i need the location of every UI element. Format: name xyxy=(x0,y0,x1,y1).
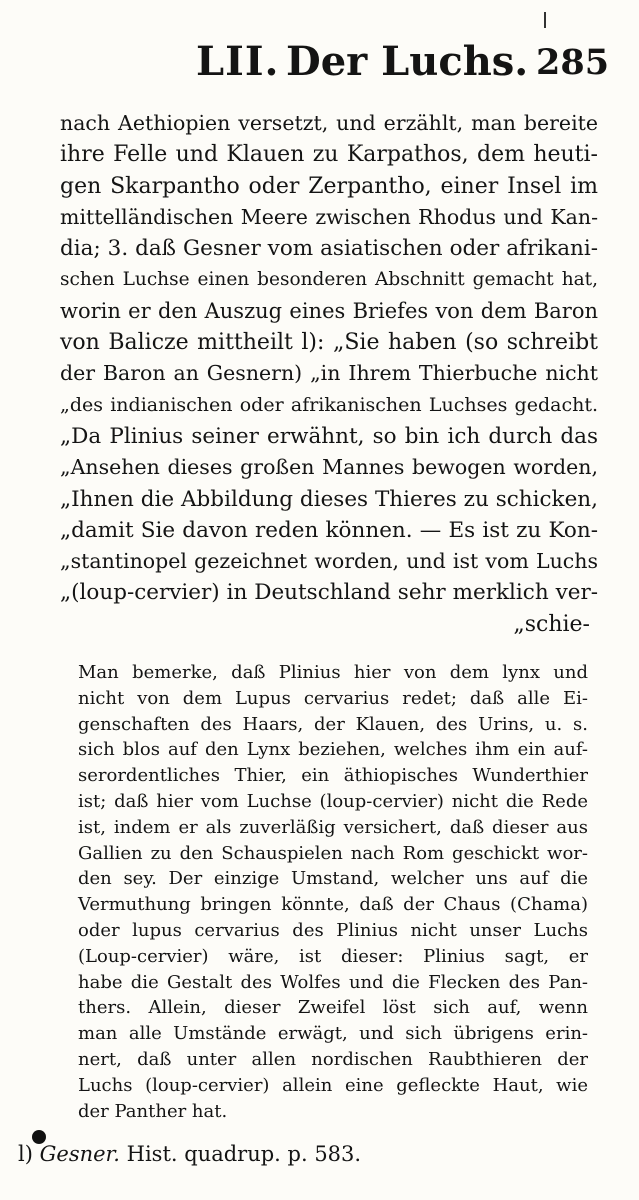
running-header xyxy=(0,38,639,90)
main-text-line: „Da Plinius seiner erwähnt, so bin ich durch das xyxy=(60,423,598,449)
main-text-line: „des indianischen oder afrikanischen Luchses gedacht. xyxy=(60,393,598,416)
main-text-line: der Baron an Gesnern) „in Ihrem Thierbuche nicht xyxy=(60,361,598,386)
main-text-line: „damit Sie davon reden können. — Es ist zu Kon- xyxy=(60,517,598,543)
note-line: (Loup-cervier) wäre, ist dieser: Plinius sagt, er xyxy=(78,945,588,967)
main-text-line: ihre Felle und Klauen zu Karpathos, dem heuti- xyxy=(60,142,598,168)
main-text-block xyxy=(60,108,598,640)
note-line: ist; daß hier vom Luchse (loup-cervier) nicht die Rede xyxy=(78,790,588,812)
note-line: habe die Gestalt des Wolfes und die Flecken des Pan- xyxy=(78,971,588,993)
chapter-number: LII. xyxy=(196,38,280,85)
note-line: oder lupus cervarius des Plinius nicht unser Luchs xyxy=(78,919,588,941)
note-line: Vermuthung bringen könnte, daß der Chaus (Chama) xyxy=(78,894,588,916)
note-line: genschaften des Haars, der Klauen, des Urins, u. s. xyxy=(78,713,588,735)
note-line: serordentliches Thier, ein äthiopisches Wunderthier xyxy=(78,765,588,787)
footnote-author: Gesner. xyxy=(39,1142,120,1166)
note-block xyxy=(78,660,588,1124)
main-text-line: schen Luchse einen besonderen Abschnitt gemacht hat, xyxy=(60,269,598,291)
catchword: „schie- xyxy=(513,611,590,637)
note-line: der Panther hat. xyxy=(78,1100,228,1122)
main-text-line: nach Aethiopien versetzt, und erzählt, man bereite xyxy=(60,111,598,135)
main-text-line: „Ihnen die Abbildung dieses Thieres zu schicken, xyxy=(60,486,598,512)
footnote-marker: l) xyxy=(18,1142,33,1166)
note-line: sich blos auf den Lynx beziehen, welches ihm ein auf- xyxy=(78,739,588,761)
note-line: nert, daß unter allen nordischen Raubthieren der xyxy=(78,1048,588,1070)
page-number: 285 xyxy=(536,42,610,83)
note-line: Man bemerke, daß Plinius hier von dem lynx und xyxy=(78,662,588,683)
note-line: ist, indem er als zuverläßig versichert, daß dieser aus xyxy=(78,816,588,838)
note-line: Luchs (loup-cervier) allein eine gefleckte Haut, wie xyxy=(78,1074,588,1096)
main-text-line: mittelländischen Meere zwischen Rhodus und Kan- xyxy=(60,204,598,229)
main-text-line: „Ansehen dieses großen Mannes bewogen worden, xyxy=(60,455,598,480)
footnote xyxy=(18,1142,361,1166)
note-line: den sey. Der einzige Umstand, welcher uns auf die xyxy=(78,868,588,890)
note-line: man alle Umstände erwägt, und sich übrigens erin- xyxy=(78,1023,588,1045)
main-text-line: „stantinopel gezeichnet worden, und ist vom Luchs xyxy=(60,549,598,574)
main-text-line: dia; 3. daß Gesner vom asiatischen oder afrikani- xyxy=(60,236,598,262)
main-text-line: gen Skarpantho oder Zerpantho, einer Insel im xyxy=(60,173,598,199)
margin-mark xyxy=(544,12,546,28)
note-line: nicht von dem Lupus cervarius redet; daß alle Ei- xyxy=(78,687,588,709)
note-line: Gallien zu den Schauspielen nach Rom geschickt wor- xyxy=(78,842,588,864)
main-text-line: worin er den Auszug eines Briefes von dem Baron xyxy=(60,298,598,323)
main-text-line: von Balicze mittheilt l): „Sie haben (so schreibt xyxy=(60,330,598,356)
note-line: thers. Allein, dieser Zweifel löst sich auf, wenn xyxy=(78,997,588,1019)
main-text-line: „(loup-cervier) in Deutschland sehr merklich ver- xyxy=(60,580,598,606)
footnote-reference: Hist. quadrup. p. 583. xyxy=(126,1142,362,1166)
chapter-title: Der Luchs. xyxy=(286,38,529,85)
